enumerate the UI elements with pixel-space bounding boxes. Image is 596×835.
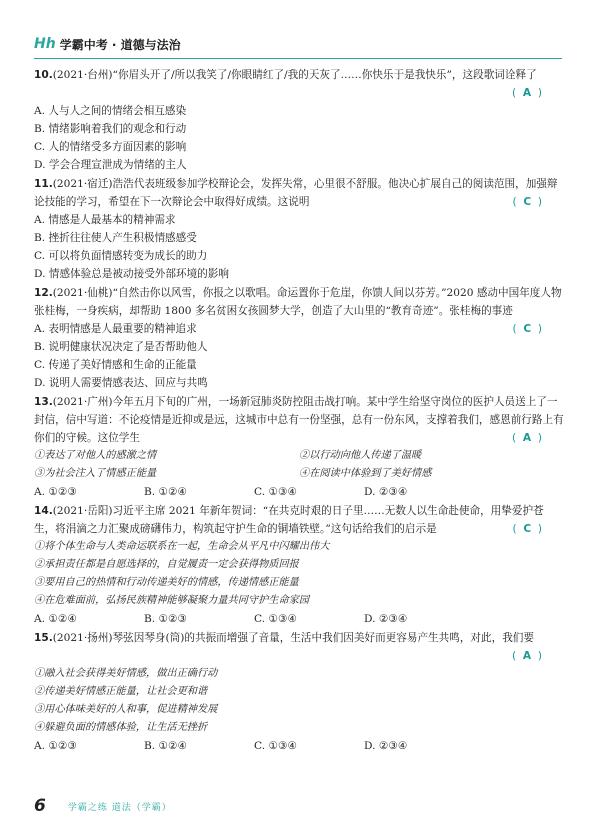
statement-1: ①将个体生命与人类命运联系在一起，生命会从平凡中闪耀出伟大: [34, 541, 330, 552]
question-14: [34, 502, 564, 628]
question-10: [34, 66, 564, 174]
choice-a: A. ①②③: [34, 486, 77, 498]
question-stem: (2021·岳阳)习近平主席 2021 年新年贺词：“在共克时艰的日子里……无数人以生命赴使命，用挚爱护苍生，将涓滴之力汇聚成磅礴伟力，构筑起守护生命的铜墙铁壁。”这句话给我们的启示是: [34, 505, 544, 535]
page-footer: [34, 796, 172, 816]
choice-d: D. ②③④: [364, 740, 408, 752]
option-c: C. 可以将负面情感转变为成长的助力: [34, 250, 208, 262]
answer-letter: C: [523, 523, 532, 535]
option-a: A. 人与人之间的情绪会相互感染: [34, 105, 187, 117]
choice-c: C. ①③④: [254, 486, 297, 498]
question-stem: (2021·广州)今年五月下旬的广州，一场新冠肺炎防控阻击战打响。某中学生给坚守岗位的医护人员送上了一封信，信中写道：不论疫情是近抑或是远，这城市中总有一份坚强，总有一份东风，支撑着我们，感恩前行路上有你们的守候。这位学生: [34, 396, 564, 444]
statement-1: ①表达了对他人的感激之情: [34, 450, 157, 461]
option-d: D. 说明人需要情感表达、回应与共鸣: [34, 377, 208, 389]
question-stem: (2021·台州)“你眉头开了/所以我笑了/你眼睛红了/我的天灰了……你快乐于是我快乐”，这段歌词诠释了: [52, 69, 537, 81]
page-header: [34, 34, 181, 54]
statement-3: ③为社会注入了情感正能量: [34, 468, 157, 479]
question-13: [34, 393, 564, 501]
option-c: C. 传递了美好情感和生命的正能量: [34, 359, 197, 371]
choice-c: C. ①③④: [254, 613, 297, 625]
question-number: 10.: [34, 69, 53, 81]
answer-letter: A: [522, 650, 532, 662]
option-d: D. 学会合理宣泄成为情绪的主人: [34, 159, 187, 171]
choice-a: A. ①②③: [34, 740, 77, 752]
answer-box: ( A ): [34, 647, 564, 665]
answer-letter: A: [522, 87, 532, 99]
book-title: 学霸中考 · 道德与法治: [59, 37, 181, 52]
choice-c: C. ①③④: [254, 740, 297, 752]
statement-3: ③要用自己的热情和行动传递美好的情感，传递情感正能量: [34, 577, 299, 588]
answer-box: ( A ): [512, 432, 542, 444]
statement-1: ①融入社会获得美好情感，做出正确行动: [34, 668, 218, 679]
question-11: [34, 175, 564, 283]
question-stem: (2021·宿迁)浩浩代表班级参加学校辩论会，发挥失常，心里很不舒服。他决心扩展自己的阅读范围，加强辩论技能的学习，希望在下一次辩论会中取得好成绩。这说明: [34, 178, 558, 208]
choice-b: B. ①②④: [144, 486, 188, 498]
option-a: A. 表明情感是人最重要的精神追求: [34, 323, 197, 335]
footer-text: 学霸之练 道法（学霸）: [67, 802, 172, 813]
option-a: A. 情感是人最基本的精神需求: [34, 214, 176, 226]
question-number: 11.: [34, 178, 53, 190]
statement-4: ④在危难面前，弘扬民族精神能够凝聚力量共同守护生命家园: [34, 595, 310, 606]
answer-box: ( A ): [34, 84, 564, 102]
question-number: 12.: [34, 287, 53, 299]
answer-letter: C: [523, 196, 532, 208]
choice-d: D. ②③④: [364, 613, 408, 625]
statement-4: ④在阅读中体验到了美好情感: [299, 468, 432, 479]
statement-2: ②承担责任都是自愿选择的，自觉履责一定会获得物质回报: [34, 559, 299, 570]
statement-2: ②传递美好情感正能量，让社会更和谐: [34, 686, 208, 697]
question-12: [34, 284, 564, 392]
option-b: B. 挫折往往使人产生积极情感感受: [34, 232, 197, 244]
header-divider: [34, 58, 562, 59]
option-c: C. 人的情绪受多方面因素的影响: [34, 141, 187, 153]
option-d: D. 情感体验总是被动接受外部环境的影响: [34, 268, 229, 280]
answer-box: ( C ): [512, 323, 542, 335]
choice-d: D. ②③④: [364, 486, 408, 498]
answer-letter: A: [522, 432, 532, 444]
question-list: [34, 66, 564, 756]
option-b: B. 说明健康状况决定了是否帮助他人: [34, 341, 208, 353]
question-15: [34, 629, 564, 755]
question-stem: (2021·扬州)琴弦因琴身(筒)的共振而增强了音量，生活中我们因美好而更容易产生共鸣，对此，我们要: [52, 632, 534, 644]
statement-3: ③用心体味美好的人和事，促进精神发展: [34, 704, 218, 715]
answer-letter: C: [523, 323, 532, 335]
statement-2: ②以行动向他人传递了温暖: [299, 450, 422, 461]
question-number: 14.: [34, 505, 53, 517]
choice-a: A. ①②④: [34, 613, 77, 625]
page-number: 6: [34, 796, 46, 816]
answer-box: ( C ): [512, 523, 542, 535]
question-number: 13.: [34, 396, 53, 408]
answer-box: ( C ): [512, 196, 542, 208]
question-number: 15.: [34, 632, 53, 644]
statement-4: ④躲避负面的情感体验，让生活无挫折: [34, 722, 208, 733]
book-logo: Hh: [34, 36, 56, 52]
option-b: B. 情绪影响着我们的观念和行动: [34, 123, 187, 135]
question-stem: (2021·仙桃)“自然击你以风雪，你报之以歌唱。命运置你于危崖，你馈人间以芬芳。”2020 感动中国年度人物张桂梅，一身疾病，却帮助 1800 多名贫困女孩圆梦大学，创造了大山里的“教育奇迹”。张桂梅的事迹: [34, 287, 562, 317]
choice-b: B. ①②④: [144, 740, 188, 752]
choice-b: B. ①②③: [144, 613, 188, 625]
